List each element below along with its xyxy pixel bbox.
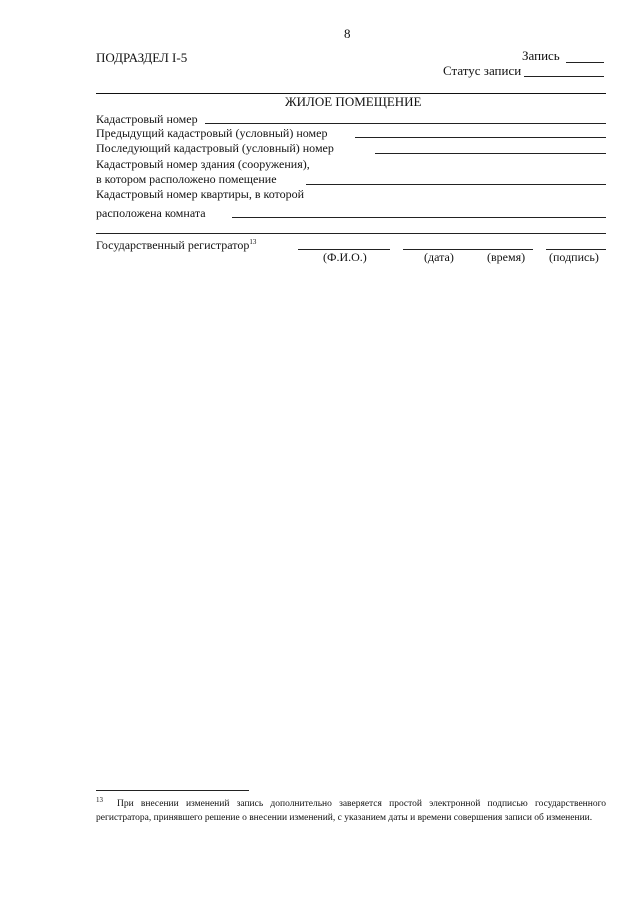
registrar-label: Государственный регистратор$^{13}$: [96, 238, 257, 252]
previous-number-label: Предыдущий кадастровый (условный) номер: [96, 126, 328, 140]
building-number-line: [306, 184, 606, 185]
building-number-label-2: в котором расположено помещение: [96, 172, 277, 186]
section-title: ЖИЛОЕ ПОМЕЩЕНИЕ: [285, 94, 422, 109]
next-number-label: Последующий кадастровый (условный) номер: [96, 141, 334, 155]
next-number-line: [375, 153, 606, 154]
record-number-line: [566, 62, 604, 63]
apartment-number-label-2: расположена комната: [96, 206, 206, 220]
footnote-number: 13: [96, 795, 103, 804]
apartment-number-label-1: Кадастровый номер квартиры, в которой: [96, 187, 305, 201]
caption-signature: (подпись): [549, 250, 599, 264]
previous-number-line: [355, 137, 606, 138]
cadastral-number-line: [205, 123, 606, 124]
record-status-line: [524, 76, 604, 77]
apartment-number-line: [232, 217, 606, 218]
caption-date: (дата): [424, 250, 454, 264]
record-label: Запись: [522, 48, 560, 63]
record-status-label: Статус записи: [443, 63, 522, 78]
caption-fio: (Ф.И.О.): [323, 250, 367, 264]
section-bottom-rule: [96, 233, 606, 234]
footnote-separator: [96, 790, 249, 791]
footnote-ref: 13: [249, 238, 257, 246]
caption-time: (время): [487, 250, 526, 264]
page-number: 8: [344, 26, 351, 41]
subsection-title: ПОДРАЗДЕЛ I-5: [96, 50, 188, 65]
cadastral-number-label: Кадастровый номер: [96, 112, 198, 126]
footnote: [96, 797, 606, 825]
footnote-text: $^{13}$ При внесении изменений запись дополнительно заверяется простой электронной подписью государственного регистратора, принявшего решение о внесении изменений, с указанием даты и времени совершения записи об изменении.: [96, 795, 606, 823]
building-number-label-1: Кадастровый номер здания (сооружения),: [96, 157, 310, 171]
